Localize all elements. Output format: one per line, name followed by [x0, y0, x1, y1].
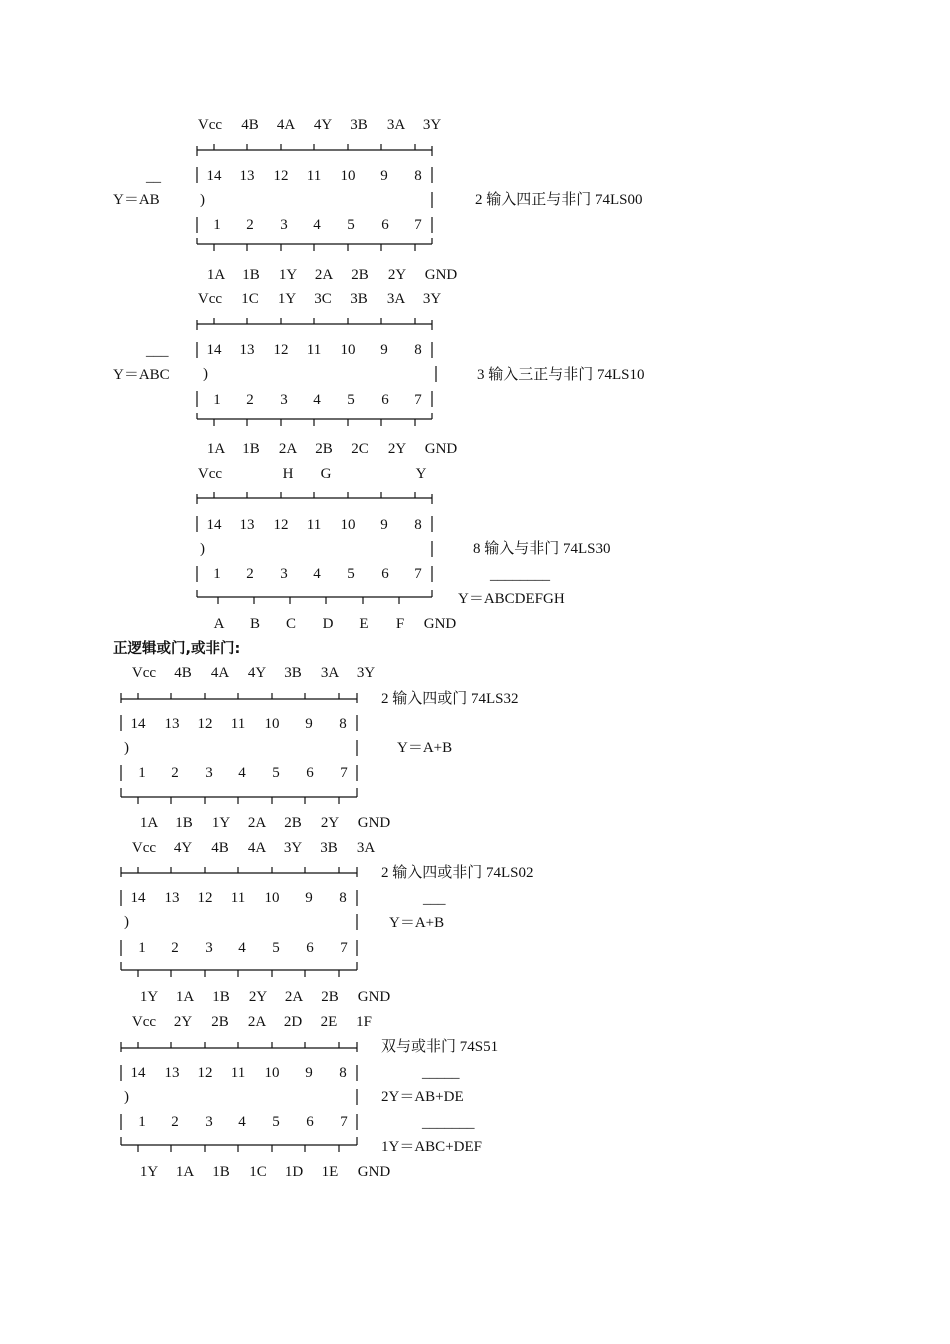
pin-label: 2A — [314, 267, 334, 283]
pin-number: 2 — [246, 566, 254, 582]
logic-formula: 2Y＝AB+DE — [381, 1089, 464, 1105]
pin-number: 3 — [205, 765, 213, 781]
pin-label: Y — [415, 466, 427, 482]
pin-label: 4Y — [247, 665, 267, 681]
logic-formula: Y＝A+B — [397, 740, 453, 756]
pin-number: 6 — [306, 940, 314, 956]
chip-title: 2 输入四或门 74LS32 — [381, 691, 519, 707]
pin-number: 8 — [414, 517, 422, 533]
chip-notch: ) — [124, 1089, 129, 1105]
pin-label: Vcc — [131, 840, 157, 856]
pin-label: 4A — [247, 840, 267, 856]
pin-label: 2B — [351, 267, 369, 283]
pin-number: 8 — [339, 890, 347, 906]
pin-label: 3Y — [422, 291, 442, 307]
pin-label: E — [359, 616, 369, 632]
pin-label: 4B — [174, 665, 192, 681]
pin-label: 1A — [139, 815, 159, 831]
pin-label: 3B — [350, 291, 368, 307]
pin-number: 14 — [130, 716, 146, 732]
pin-label: 1E — [321, 1164, 339, 1180]
pin-number: 8 — [339, 1065, 347, 1081]
pin-label: 2A — [247, 815, 267, 831]
pin-number: 1 — [213, 392, 221, 408]
pin-number: 8 — [339, 716, 347, 732]
pin-number: 8 — [414, 168, 422, 184]
pin-number: 12 — [197, 890, 213, 906]
pin-label: GND — [357, 989, 391, 1005]
pin-label: 3A — [320, 665, 340, 681]
pin-number: 6 — [381, 566, 389, 582]
pin-number: 10 — [340, 342, 356, 358]
pin-number: 3 — [280, 392, 288, 408]
pin-label: 1C — [241, 291, 259, 307]
pin-label: 3B — [284, 665, 302, 681]
pin-label: 2Y — [248, 989, 268, 1005]
pin-label: 4A — [210, 665, 230, 681]
pin-number: 4 — [313, 566, 321, 582]
pin-number: 10 — [340, 168, 356, 184]
pin-label: 1B — [212, 1164, 230, 1180]
pin-number: 2 — [246, 392, 254, 408]
pin-label: Vcc — [197, 117, 223, 133]
pin-number: 3 — [205, 940, 213, 956]
pin-label: GND — [424, 267, 458, 283]
pin-number: 2 — [171, 940, 179, 956]
pin-number: 11 — [230, 1065, 246, 1081]
pin-number: 6 — [306, 1114, 314, 1130]
logic-formula: Y＝ABCDEFGH — [458, 591, 565, 607]
pin-label: 2B — [315, 441, 333, 457]
pin-number: 12 — [273, 517, 289, 533]
chip-title: 3 输入三正与非门 74LS10 — [477, 367, 645, 383]
pin-number: 14 — [130, 1065, 146, 1081]
chip-title: 双与或非门 74S51 — [381, 1039, 499, 1055]
pin-label: 1Y — [139, 1164, 159, 1180]
formula-overbar: __ — [146, 169, 161, 185]
pin-label: 1A — [206, 267, 226, 283]
pin-number: 4 — [238, 765, 246, 781]
pin-label: G — [320, 466, 332, 482]
chip-notch: ) — [203, 366, 208, 382]
pin-number: 2 — [171, 1114, 179, 1130]
pin-label: Vcc — [131, 1014, 157, 1030]
pin-label: GND — [424, 441, 458, 457]
pin-label: F — [395, 616, 405, 632]
pin-label: 1B — [175, 815, 193, 831]
pin-number: 11 — [306, 168, 322, 184]
pin-number: 5 — [347, 217, 355, 233]
pin-number: 4 — [238, 1114, 246, 1130]
pin-label: 2B — [321, 989, 339, 1005]
logic-formula: Y＝AB — [113, 192, 160, 208]
pin-label: C — [285, 616, 296, 632]
pin-number: 7 — [414, 217, 422, 233]
pin-label: 3Y — [356, 665, 376, 681]
pin-number: 6 — [306, 765, 314, 781]
pin-number: 1 — [138, 765, 146, 781]
chip-notch: ) — [200, 541, 205, 557]
pin-label: 1B — [242, 267, 260, 283]
pin-label: 3B — [350, 117, 368, 133]
pin-number: 3 — [205, 1114, 213, 1130]
pin-label: 2D — [283, 1014, 303, 1030]
section-heading: 正逻辑或门,或非门: — [113, 641, 241, 657]
pin-number: 1 — [138, 940, 146, 956]
pin-label: 4Y — [313, 117, 333, 133]
pin-number: 7 — [340, 940, 348, 956]
pin-label: B — [249, 616, 260, 632]
pin-label: 3A — [356, 840, 376, 856]
chip-notch: ) — [124, 740, 129, 756]
formula-overbar: _____ — [422, 1065, 460, 1081]
pin-number: 5 — [272, 765, 280, 781]
pin-label: 2B — [211, 1014, 229, 1030]
pin-number: 14 — [206, 342, 222, 358]
chip-notch: ) — [124, 914, 129, 930]
pin-number: 3 — [280, 566, 288, 582]
pin-label: 3C — [314, 291, 332, 307]
pin-number: 9 — [380, 517, 388, 533]
pin-label: 2B — [284, 815, 302, 831]
pin-number: 11 — [306, 342, 322, 358]
pin-number: 8 — [414, 342, 422, 358]
pin-label: A — [213, 616, 225, 632]
pin-number: 1 — [138, 1114, 146, 1130]
pin-label: GND — [423, 616, 457, 632]
pin-label: 1D — [284, 1164, 304, 1180]
pin-label: 1A — [206, 441, 226, 457]
pin-label: 1F — [356, 1014, 372, 1030]
logic-formula: Y＝ABC — [113, 367, 170, 383]
pin-number: 11 — [230, 890, 246, 906]
pin-number: 9 — [305, 890, 313, 906]
pin-number: 11 — [306, 517, 322, 533]
pin-number: 2 — [246, 217, 254, 233]
pin-label: 4B — [211, 840, 229, 856]
pin-label: 1B — [242, 441, 260, 457]
pin-label: GND — [357, 1164, 391, 1180]
pin-label: Vcc — [131, 665, 157, 681]
pin-label: 2A — [284, 989, 304, 1005]
pin-number: 5 — [347, 392, 355, 408]
pin-label: 3Y — [422, 117, 442, 133]
pin-label: 2A — [247, 1014, 267, 1030]
pin-label: 1A — [175, 989, 195, 1005]
pin-label: 2Y — [320, 815, 340, 831]
pin-number: 7 — [414, 566, 422, 582]
pin-number: 13 — [164, 1065, 180, 1081]
pin-number: 12 — [273, 342, 289, 358]
pin-number: 9 — [305, 716, 313, 732]
pin-number: 1 — [213, 566, 221, 582]
chip-title: 2 输入四正与非门 74LS00 — [475, 192, 643, 208]
pin-number: 11 — [230, 716, 246, 732]
pin-label: 1Y — [278, 267, 298, 283]
pin-label: 2Y — [387, 441, 407, 457]
pin-number: 9 — [380, 342, 388, 358]
pin-label: 2A — [278, 441, 298, 457]
pin-number: 10 — [264, 1065, 280, 1081]
pin-number: 4 — [313, 392, 321, 408]
chip-title: 2 输入四或非门 74LS02 — [381, 865, 534, 881]
pin-number: 13 — [239, 168, 255, 184]
pin-number: 12 — [197, 716, 213, 732]
pin-number: 13 — [164, 890, 180, 906]
pin-label: 3A — [386, 291, 406, 307]
pin-number: 4 — [238, 940, 246, 956]
pin-number: 13 — [239, 342, 255, 358]
pin-label: Vcc — [197, 466, 223, 482]
pin-label: 1Y — [277, 291, 297, 307]
pin-number: 6 — [381, 392, 389, 408]
pin-label: 4Y — [173, 840, 193, 856]
formula-overbar: ___ — [423, 891, 446, 907]
pin-label: 2E — [320, 1014, 338, 1030]
pin-label: 2C — [351, 441, 369, 457]
chip-notch: ) — [200, 192, 205, 208]
pin-label: D — [322, 616, 334, 632]
pin-label: 2Y — [387, 267, 407, 283]
logic-formula: 1Y＝ABC+DEF — [381, 1139, 482, 1155]
pin-number: 2 — [171, 765, 179, 781]
pin-number: 10 — [264, 716, 280, 732]
pin-label: 1Y — [211, 815, 231, 831]
formula-overbar: ________ — [490, 567, 550, 583]
pin-number: 5 — [272, 1114, 280, 1130]
pin-number: 1 — [213, 217, 221, 233]
pin-label: 4A — [276, 117, 296, 133]
pin-number: 7 — [340, 1114, 348, 1130]
pin-number: 12 — [197, 1065, 213, 1081]
pin-label: 1Y — [139, 989, 159, 1005]
pin-number: 5 — [272, 940, 280, 956]
pin-number: 14 — [130, 890, 146, 906]
logic-formula: Y＝A+B — [389, 915, 445, 931]
chip-title: 8 输入与非门 74LS30 — [473, 541, 611, 557]
formula-overbar: ___ — [146, 343, 169, 359]
pin-number: 12 — [273, 168, 289, 184]
pin-number: 4 — [313, 217, 321, 233]
pin-label: 4B — [241, 117, 259, 133]
pin-label: GND — [357, 815, 391, 831]
pin-number: 13 — [239, 517, 255, 533]
pin-label: 1A — [175, 1164, 195, 1180]
pin-label: 3B — [320, 840, 338, 856]
pin-number: 5 — [347, 566, 355, 582]
pin-label: 1B — [212, 989, 230, 1005]
pin-label: Vcc — [197, 291, 223, 307]
pin-number: 9 — [380, 168, 388, 184]
pin-label: H — [282, 466, 294, 482]
pin-label: 3A — [386, 117, 406, 133]
formula-overbar: _______ — [422, 1115, 475, 1131]
pin-number: 6 — [381, 217, 389, 233]
pin-number: 10 — [264, 890, 280, 906]
pin-label: 1C — [249, 1164, 267, 1180]
pin-number: 14 — [206, 517, 222, 533]
pin-number: 3 — [280, 217, 288, 233]
pin-number: 9 — [305, 1065, 313, 1081]
pin-number: 14 — [206, 168, 222, 184]
pin-number: 10 — [340, 517, 356, 533]
pin-number: 7 — [414, 392, 422, 408]
pin-number: 7 — [340, 765, 348, 781]
pin-number: 13 — [164, 716, 180, 732]
pin-label: 2Y — [173, 1014, 193, 1030]
pin-label: 3Y — [283, 840, 303, 856]
